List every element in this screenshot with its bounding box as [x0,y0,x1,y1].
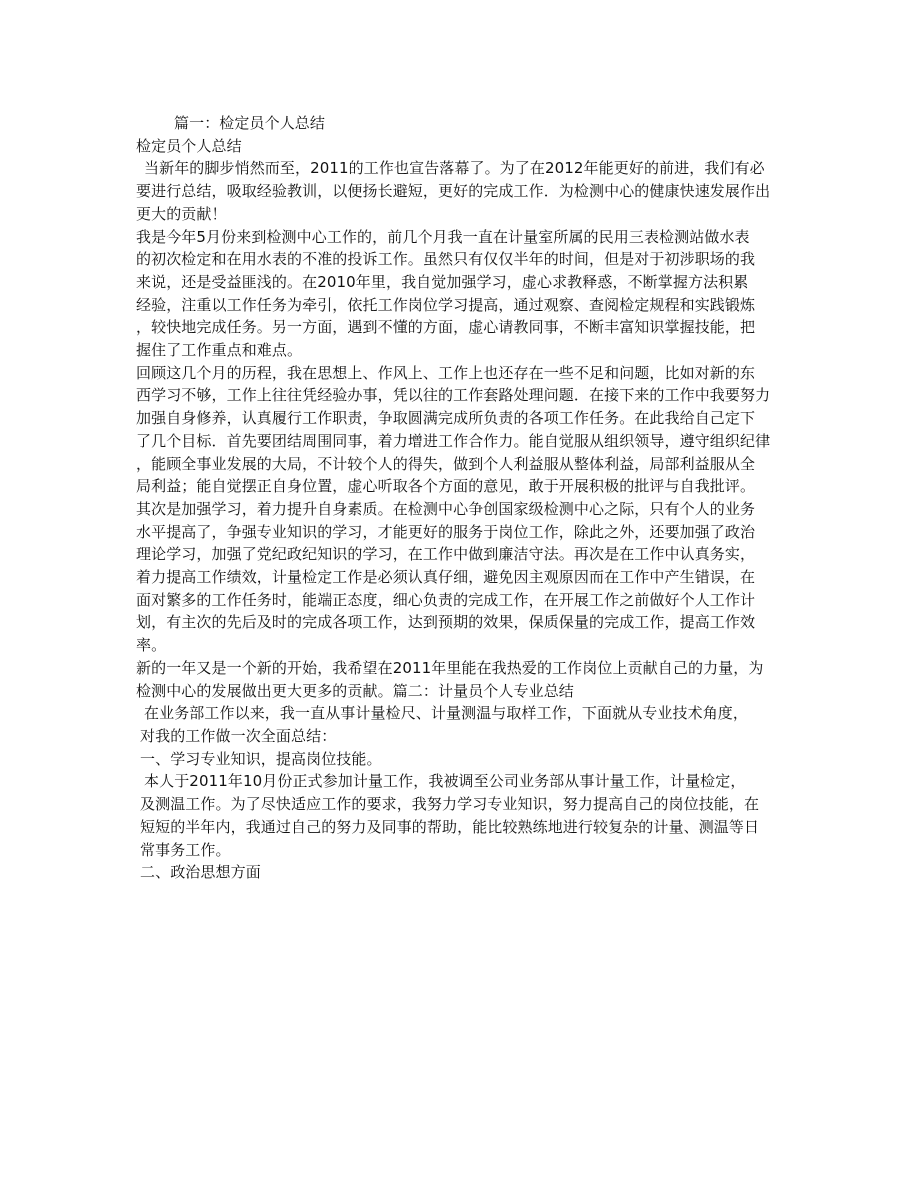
text-line: 握住了工作重点和难点。 [136,341,303,360]
text-line: 更大的贡献！ [136,204,227,223]
text-line: 划，有主次的先后及时的完成各项工作，达到预期的效果，保质保量的完成工作，提高工作效 [136,613,756,632]
section-title: 篇一：检定员个人总结 [174,114,326,132]
text-line: 本人于2011年10月份正式参加计量工作，我被调至公司业务部从事计量工作，计量检定， [144,772,746,791]
text-line: 加强自身修养，认真履行工作职责，争取圆满完成所负责的各项工作任务。在此我给自己定下 [136,409,756,428]
text-line: 的初次检定和在用水表的不准的投诉工作。虽然只有仅仅半年的时间，但是对于初涉职场的我 [136,250,756,269]
text-line: ，较快地完成任务。另一方面，遇到不懂的方面，虚心请教同事，不断丰富知识掌握技能，把 [136,318,756,337]
text-line: 了几个目标．首先要团结周围同事，着力增进工作合作力。能自觉服从组织领导，遵守组织纪律 [136,431,771,450]
section-subheading: 一、学习专业知识，提高岗位技能。 [140,749,382,768]
text-line: 来说，还是受益匪浅的。在2010年里，我自觉加强学习，虚心求教释惑，不断掌握方法积累 [136,272,749,291]
text-line: 理论学习，加强了党纪政纪知识的学习，在工作中做到廉洁守法。再次是在工作中认真务实， [136,545,756,564]
text-line: 要进行总结，吸取经验教训，以便扬长避短，更好的完成工作．为检测中心的健康快速发展作出 [136,182,771,201]
text-line: 短短的半年内，我通过自己的努力及同事的帮助，能比较熟练地进行较复杂的计量、测温等日 [140,817,760,836]
text-line: 局利益；能自觉摆正自身位置，虚心听取各个方面的意见，敢于开展积极的批评与自我批评。 [136,477,756,496]
text-line: 经验，注重以工作任务为牵引，依托工作岗位学习提高，通过观察、查阅检定规程和实践锻炼 [136,295,756,314]
text-line: ，能顾全事业发展的大局，不计较个人的得失，做到个人利益服从整体利益，局部利益服从全 [136,454,756,473]
text-line: 对我的工作做一次全面总结： [140,726,337,745]
text-line: 新的一年又是一个新的开始，我希望在2011年里能在我热爱的工作岗位上贡献自己的力量，为 [136,658,764,677]
text-line: 在业务部工作以来，我一直从事计量检尺、计量测温与取样工作，下面就从专业技术角度， [144,704,749,723]
text-line: 常事务工作。 [140,840,231,859]
section-subheading: 二、政治思想方面 [140,863,261,882]
text-line: 着力提高工作绩效，计量检定工作是必须认真仔细，避免因主观原因而在工作中产生错误，在 [136,568,756,587]
document-heading: 检定员个人总结 [136,136,242,155]
text-line: 水平提高了，争强专业知识的学习，才能更好的服务于岗位工作，除此之外，还要加强了政治 [136,522,756,541]
text-line: 我是今年5月份来到检测中心工作的，前几个月我一直在计量室所属的民用三表检测站做水表 [136,227,750,246]
text-line: 其次是加强学习，着力提升自身素质。在检测中心争创国家级检测中心之际，只有个人的业务 [136,499,756,518]
text-line: 及测温工作。为了尽快适应工作的要求，我努力学习专业知识，努力提高自己的岗位技能，在 [140,795,760,814]
document-body [136,112,786,884]
text-line: 回顾这几个月的历程，我在思想上、作风上、工作上也还存在一些不足和问题，比如对新的东 [136,363,756,382]
text-line: 当新年的脚步悄然而至，2011的工作也宣告落幕了。为了在2012年能更好的前进，我们有必 [144,159,765,178]
text-line: 率。 [136,636,167,655]
text-line: 检测中心的发展做出更大更多的贡献。篇二：计量员个人专业总结 [136,681,574,700]
text-line: 西学习不够，工作上往往凭经验办事，凭以往的工作套路处理问题．在接下来的工作中我要努力 [136,386,771,405]
text-line: 面对繁多的工作任务时，能端正态度，细心负责的完成工作，在开展工作之前做好个人工作计 [136,590,756,609]
